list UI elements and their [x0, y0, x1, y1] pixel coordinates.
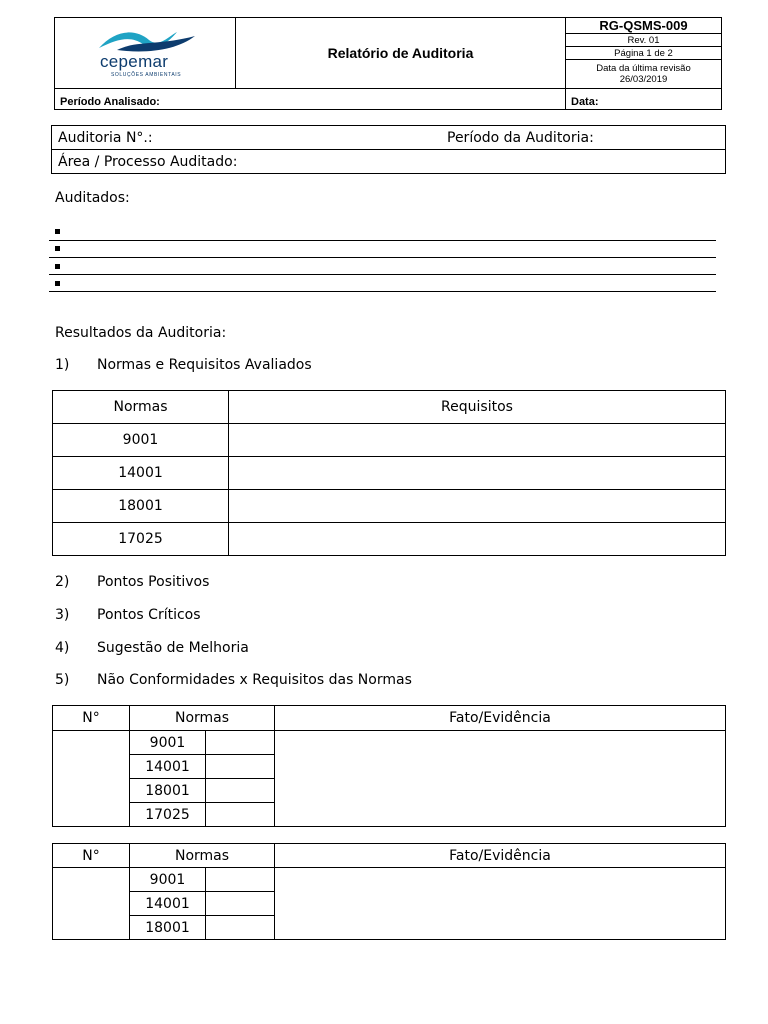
column-header-normas: Normas [130, 706, 275, 731]
column-header-number: N° [53, 844, 130, 868]
column-header-normas: Normas [53, 391, 229, 424]
requirement-cell[interactable] [229, 523, 726, 556]
column-header-evidence: Fato/Evidência [275, 706, 726, 731]
bullet-icon [55, 246, 60, 251]
audit-info-table [51, 125, 726, 174]
column-header-number: N° [53, 706, 130, 731]
period-analyzed-field[interactable]: Período Analisado: [55, 89, 566, 110]
norm-cell: 9001 [53, 424, 229, 457]
audit-info-row-1[interactable] [52, 126, 726, 150]
section-2: 2) Pontos Positivos [55, 574, 210, 590]
logo-subtitle: SOLUÇÕES AMBIENTAIS [111, 72, 182, 78]
norm-cell: 18001 [130, 779, 206, 803]
revision-date-label: Data da última revisão [596, 63, 691, 74]
norm-cell: 18001 [53, 490, 229, 523]
norm-cell: 17025 [130, 803, 206, 827]
norms-requirements-table [52, 390, 726, 556]
logo-name: cepemar [100, 52, 169, 71]
revision-number: Rev. 01 [566, 34, 722, 47]
section-5: 5) Não Conformidades x Requisitos das Normas [55, 672, 412, 688]
nonconformity-table-2 [52, 843, 726, 940]
column-header-evidence: Fato/Evidência [275, 844, 726, 868]
revision-date-cell [566, 60, 722, 89]
bullet-icon [55, 281, 60, 286]
requirement-cell[interactable] [206, 803, 275, 827]
section-3: 3) Pontos Críticos [55, 607, 201, 623]
nonconformity-table-1 [52, 705, 726, 827]
requirement-cell[interactable] [206, 892, 275, 916]
column-header-normas: Normas [130, 844, 275, 868]
audited-area-field[interactable]: Área / Processo Auditado: [52, 150, 726, 174]
requirement-cell[interactable] [229, 457, 726, 490]
nc-number-cell[interactable] [53, 868, 130, 940]
audited-line-3[interactable] [49, 274, 716, 275]
norm-cell: 9001 [130, 731, 206, 755]
date-field[interactable]: Data: [566, 89, 722, 110]
requirement-cell[interactable] [206, 755, 275, 779]
requirement-cell[interactable] [229, 424, 726, 457]
audited-label: Auditados: [55, 190, 130, 206]
requirement-cell[interactable] [229, 490, 726, 523]
norm-cell: 17025 [53, 523, 229, 556]
wave-logo-icon [97, 26, 197, 54]
audited-line-2[interactable] [49, 257, 716, 258]
column-header-requisitos: Requisitos [229, 391, 726, 424]
requirement-cell[interactable] [206, 731, 275, 755]
norm-cell: 14001 [130, 755, 206, 779]
audit-period-label: Período da Auditoria: [447, 129, 594, 146]
logo [55, 18, 236, 89]
bullet-icon [55, 264, 60, 269]
revision-date: 26/03/2019 [619, 74, 668, 85]
audited-line-4[interactable] [49, 291, 716, 292]
results-label: Resultados da Auditoria: [55, 325, 227, 341]
section-1: 1) Normas e Requisitos Avaliados [55, 357, 312, 373]
page-number: Página 1 de 2 [566, 47, 722, 60]
norm-cell: 14001 [130, 892, 206, 916]
norm-cell: 18001 [130, 916, 206, 940]
section-4: 4) Sugestão de Melhoria [55, 640, 249, 656]
requirement-cell[interactable] [206, 916, 275, 940]
norm-cell: 9001 [130, 868, 206, 892]
bullet-icon [55, 229, 60, 234]
document-title: Relatório de Auditoria [236, 18, 566, 89]
evidence-cell[interactable] [275, 868, 726, 940]
requirement-cell[interactable] [206, 868, 275, 892]
document-header [54, 17, 722, 110]
requirement-cell[interactable] [206, 779, 275, 803]
audited-line-1[interactable] [49, 240, 716, 241]
evidence-cell[interactable] [275, 731, 726, 827]
nc-number-cell[interactable] [53, 731, 130, 827]
audit-number-label: Auditoria N°.: [58, 129, 153, 146]
document-code: RG-QSMS-009 [566, 18, 722, 34]
norm-cell: 14001 [53, 457, 229, 490]
